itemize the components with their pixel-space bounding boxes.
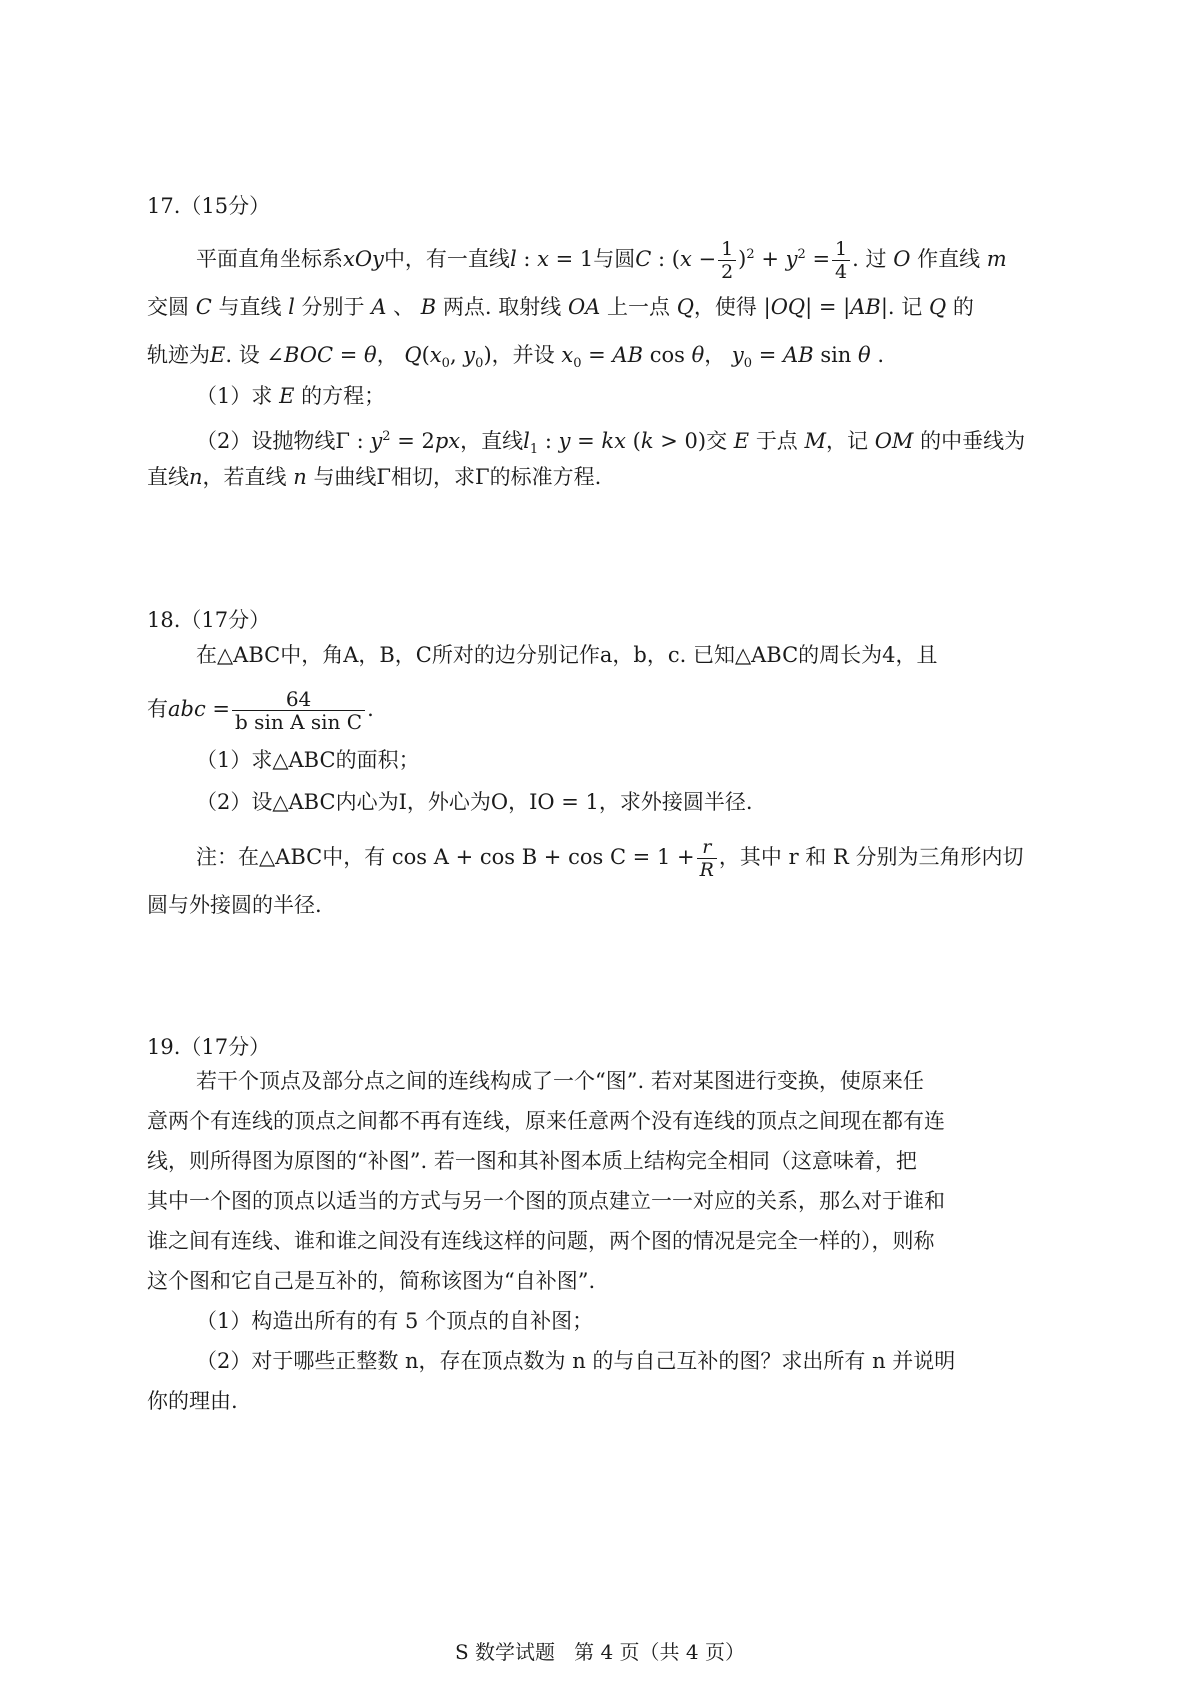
q17-text: 中，有一直线 <box>383 247 510 271</box>
q17-header: 17.（15分） <box>147 194 271 218</box>
q17-text: ，使得 <box>693 295 757 319</box>
q17-text: ，并设 <box>491 343 555 367</box>
q17-line2: 交圆 C 与直线 l 分别于 A 、 B 两点. 取射线 OA 上一点 Q，使得 |OQ| = |AB|. 记 Q 的 <box>147 295 974 319</box>
q17-text: 与直线 <box>218 295 282 319</box>
q17-part1: （1）求 E 的方程； <box>196 384 386 408</box>
q18-part1: （1）求△ABC的面积； <box>196 748 420 772</box>
q19-part2-line2: 你的理由. <box>147 1389 238 1413</box>
q17-text: 交圆 <box>147 295 189 319</box>
q18-header: 18.（17分） <box>147 608 271 632</box>
q17-text: . 记 <box>887 295 923 319</box>
q18-text: ，其中 r 和 R 分别为三角形内切 <box>718 845 1024 869</box>
q17-text: 与圆 <box>593 247 636 271</box>
q17-text: . 过 <box>852 247 887 271</box>
q17-text: . 设 <box>225 343 260 367</box>
q17-text: （1）求 <box>196 384 273 408</box>
q17-line3: 轨迹为E. 设 ∠BOC = θ， $Q(x_0$, $y_0$)，并设 $x_0$ = AB cos θ， $y_0$ = AB sin θ . <box>147 343 885 372</box>
q19-part2: （2）对于哪些正整数 n，存在顶点数为 n 的与自己互补的图？求出所有 n 并说明 <box>196 1349 956 1373</box>
fraction-r-over-R: $\frac{r}{R}$ <box>697 836 717 881</box>
q17-text: 轨迹为 <box>147 343 210 367</box>
q17-text: 上一点 <box>607 295 671 319</box>
q17-line1: 平面直角坐标系xOy中，有一直线l : x = 1与圆C : (x − $\frac{1}{2}$ )$^2 + y^2$ = $\frac{1}{4}$ . 过 O 作直线 m <box>196 238 1007 283</box>
q17-text: 的 <box>952 295 974 319</box>
q17-part2: （2）设抛物线Γ : $y^2 = 2px$，直线$l_1$ : y = kx (k > 0)交 E 于点 M，记 OM 的中垂线为 <box>196 429 1026 458</box>
q17-text: 分别于 <box>301 295 365 319</box>
q17-text: 作直线 <box>917 247 981 271</box>
q17-text: 与曲线Γ相切，求Γ的标准方程. <box>313 465 602 489</box>
q17-text: ，直线 <box>460 429 524 453</box>
q19-line: 若干个顶点及部分点之间的连线构成了一个“图”. 若对某图进行变换，使原来任 <box>196 1069 924 1093</box>
q17-text: 于点 <box>755 429 798 453</box>
q19-line: 意两个有连线的顶点之间都不再有连线，原来任意两个没有连线的顶点之间现在都有连 <box>147 1109 945 1133</box>
page-footer: S 数学试题 第 4 页（共 4 页） <box>454 1640 745 1664</box>
q19-line: 这个图和它自己是互补的，简称该图为“自补图”. <box>147 1269 596 1293</box>
q18-line1: 在△ABC中，角A，B，C所对的边分别记作a，b，c. 已知△ABC的周长为4，且 <box>196 643 938 667</box>
q19-line: 谁之间有连线、谁和谁之间没有连线这样的问题，两个图的情况是完全一样的），则称 <box>147 1229 935 1253</box>
q18-text: 有 <box>147 697 168 721</box>
q17-text: （2）设抛物线 <box>196 429 336 453</box>
fraction-quarter: $\frac{1}{4}$ <box>832 238 850 283</box>
q17-text: ，记 <box>826 429 869 453</box>
q17-text: ，若直线 <box>202 465 287 489</box>
q17-text: 交 <box>706 429 728 453</box>
q17-text: 平面直角坐标系 <box>196 247 343 271</box>
q18-note <box>196 836 1023 881</box>
fraction-half: $\frac{1}{2}$ <box>718 238 736 283</box>
q19-line: 线，则所得图为原图的“补图”. 若一图和其补图本质上结构完全相同（这意味着，把 <box>147 1149 917 1173</box>
fraction-64: $\frac{64}{\text{b sin A sin C}}$ <box>232 688 365 733</box>
q18-line2: 有abc = $\frac{64}{\text{b sin A sin C}}$ . <box>147 687 374 734</box>
q17-text: 直线 <box>147 465 189 489</box>
q17-line6: 直线n，若直线 n 与曲线Γ相切，求Γ的标准方程. <box>147 465 602 489</box>
q19-header: 19.（17分） <box>147 1035 271 1059</box>
q18-text: 注：在△ABC中，有 cos A + cos B + cos C = 1 + <box>196 845 695 869</box>
q18-part2: （2）设△ABC内心为I，外心为O，IO = 1，求外接圆半径. <box>196 790 753 814</box>
q19-part1: （1）构造出所有的有 5 个顶点的自补图； <box>196 1309 594 1333</box>
q17-text: 的中垂线为 <box>920 429 1026 453</box>
q17-text: 的方程； <box>301 384 386 408</box>
q17-text: 两点. 取射线 <box>442 295 562 319</box>
q19-line: 其中一个图的顶点以适当的方式与另一个图的顶点建立一一对应的关系，那么对于谁和 <box>147 1189 945 1213</box>
q18-note-line2: 圆与外接圆的半径. <box>147 893 322 917</box>
